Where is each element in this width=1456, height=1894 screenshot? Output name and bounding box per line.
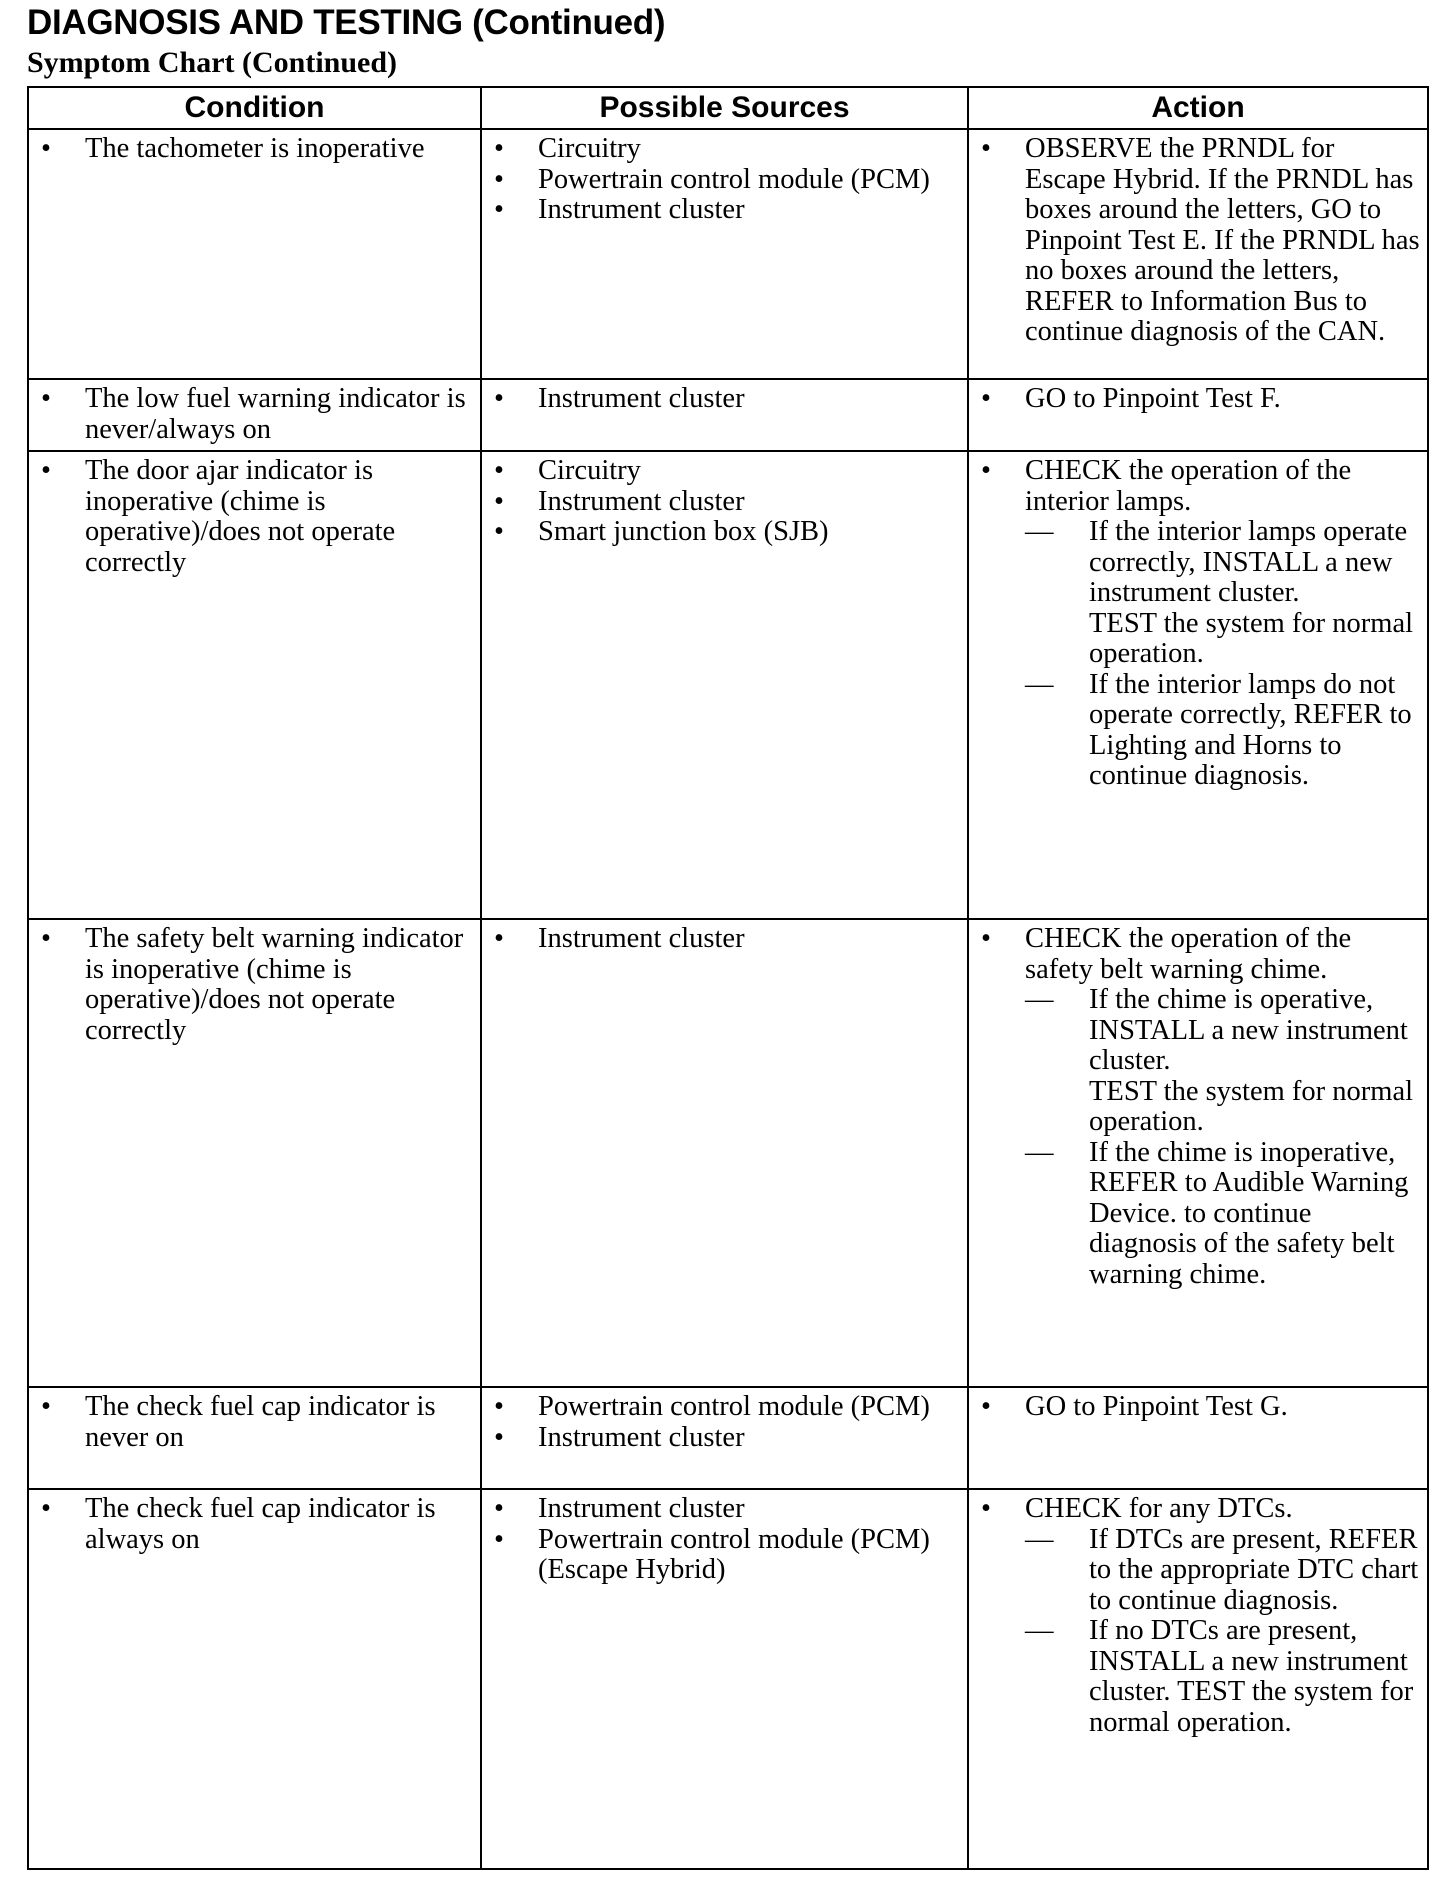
bullet-marker: • [494, 1421, 504, 1453]
page-subtitle: Symptom Chart (Continued) [27, 46, 398, 79]
source-item-text: Powertrain control module (PCM) (Escape Hybrid) [538, 1523, 930, 1585]
source-item [482, 1494, 961, 1525]
action-item-text: CHECK the operation of the interior lamps. [1025, 455, 1352, 517]
condition-list [29, 134, 474, 165]
table-row [28, 1387, 1428, 1489]
action-item [969, 924, 1421, 1290]
condition-cell [28, 129, 481, 379]
bullet-marker: • [41, 133, 51, 164]
dash-marker: — [1025, 516, 1054, 547]
bullet-marker: • [981, 383, 991, 414]
bullet-marker: • [981, 923, 991, 954]
bullet-marker: • [494, 455, 504, 486]
bullet-marker: • [494, 383, 504, 414]
condition-cell [28, 1489, 481, 1869]
condition-cell [28, 451, 481, 919]
sources-list [482, 1392, 961, 1453]
sources-list [482, 134, 961, 226]
table-row [28, 919, 1428, 1387]
condition-item-text: The door ajar indicator is inoperative (chime is operative)/does not operate correctly [85, 455, 396, 578]
action-list [969, 456, 1421, 792]
sources-list [482, 1494, 961, 1586]
condition-item-text: The check fuel cap indicator is never on [85, 1391, 436, 1453]
sources-cell [481, 919, 968, 1387]
table-header-row [28, 87, 1428, 129]
action-cell [968, 129, 1428, 379]
condition-list [29, 384, 474, 445]
action-subitem-text: If the interior lamps do not operate correctly, REFER to Lighting and Horns to continue diagnosis. [1089, 668, 1412, 791]
action-subitem-extra: TEST the system for normal operation. [1089, 607, 1414, 669]
bullet-marker: • [494, 516, 504, 547]
bullet-marker: • [41, 383, 51, 414]
sources-cell [481, 1489, 968, 1869]
symptom-chart-table [27, 86, 1429, 1870]
source-item [482, 1525, 961, 1586]
source-item [482, 384, 961, 415]
source-item-text: Powertrain control module (PCM) [538, 1391, 930, 1422]
condition-list [29, 1392, 474, 1453]
sources-cell [481, 451, 968, 919]
condition-item [29, 1392, 474, 1453]
bullet-marker: • [981, 1391, 991, 1422]
action-sublist [1025, 517, 1421, 792]
source-item-text: Instrument cluster [538, 194, 745, 225]
source-item-text: Circuitry [538, 133, 641, 164]
action-item [969, 134, 1421, 348]
dash-marker: — [1025, 984, 1054, 1015]
action-list [969, 1392, 1421, 1423]
table-row [28, 379, 1428, 451]
bullet-marker: • [494, 194, 504, 225]
source-item [482, 195, 961, 226]
bullet-marker: • [494, 1523, 504, 1555]
dash-marker: — [1025, 668, 1054, 700]
condition-list [29, 1494, 474, 1555]
action-subitem-text: If the interior lamps operate correctly, INSTALL a new instrument cluster. [1089, 516, 1408, 608]
condition-item-text: The check fuel cap indicator is always on [85, 1493, 436, 1555]
sources-list [482, 924, 961, 955]
action-sublist [1025, 1525, 1421, 1739]
source-item-text: Instrument cluster [538, 923, 745, 954]
bullet-marker: • [981, 133, 991, 164]
sources-list [482, 456, 961, 548]
action-item-text: GO to Pinpoint Test F. [1025, 383, 1281, 414]
bullet-marker: • [494, 1391, 504, 1422]
action-subitem [1025, 1525, 1421, 1617]
column-header-condition: Condition [28, 87, 481, 129]
action-list [969, 924, 1421, 1290]
condition-list [29, 456, 474, 578]
column-header-action: Action [968, 87, 1428, 129]
bullet-marker: • [494, 485, 504, 517]
action-list [969, 384, 1421, 415]
action-item [969, 1494, 1421, 1738]
source-item [482, 165, 961, 196]
bullet-marker: • [41, 923, 51, 954]
dash-marker: — [1025, 1136, 1054, 1168]
action-list [969, 134, 1421, 348]
action-subitem-text: If the chime is inoperative, REFER to Audible Warning Device. to continue diagnosis of the safety belt warning chime. [1089, 1136, 1409, 1290]
action-item-text: CHECK the operation of the safety belt warning chime. [1025, 923, 1352, 985]
sources-cell [481, 1387, 968, 1489]
action-item-text: OBSERVE the PRNDL for Escape Hybrid. If the PRNDL has boxes around the letters, GO to Pinpoint Test E. If the PRNDL has no boxes around the letters, REFER to Information Bus to continue diagnosis of the CAN. [1025, 133, 1420, 347]
action-cell [968, 379, 1428, 451]
bullet-marker: • [494, 1493, 504, 1524]
condition-item-text: The safety belt warning indicator is inoperative (chime is operative)/does not operate correctly [85, 923, 464, 1046]
source-item-text: Instrument cluster [538, 1493, 745, 1524]
source-item-text: Instrument cluster [538, 383, 745, 414]
sources-cell [481, 129, 968, 379]
action-subitem-extra: TEST the system for normal operation. [1089, 1075, 1414, 1137]
action-cell [968, 1489, 1428, 1869]
source-item [482, 456, 961, 487]
table-row [28, 1489, 1428, 1869]
action-subitem-text: If the chime is operative, INSTALL a new instrument cluster. [1089, 984, 1408, 1076]
sources-cell [481, 379, 968, 451]
source-item-text: Instrument cluster [538, 1421, 745, 1453]
condition-item [29, 384, 474, 445]
bullet-marker: • [981, 455, 991, 486]
action-subitem [1025, 517, 1421, 670]
source-item-text: Instrument cluster [538, 485, 745, 517]
action-list [969, 1494, 1421, 1738]
bullet-marker: • [494, 133, 504, 164]
source-item [482, 1423, 961, 1454]
sources-list [482, 384, 961, 415]
source-item [482, 924, 961, 955]
bullet-marker: • [494, 923, 504, 954]
source-item-text: Powertrain control module (PCM) [538, 163, 930, 195]
action-cell [968, 1387, 1428, 1489]
action-subitem-text: If no DTCs are present, INSTALL a new instrument cluster. TEST the system for normal operation. [1089, 1615, 1414, 1738]
action-cell [968, 451, 1428, 919]
action-subitem-text: If DTCs are present, REFER to the appropriate DTC chart to continue diagnosis. [1089, 1523, 1419, 1616]
source-item [482, 517, 961, 548]
action-item [969, 384, 1421, 415]
action-subitem [1025, 1616, 1421, 1738]
source-item [482, 487, 961, 518]
action-item [969, 456, 1421, 792]
source-item [482, 1392, 961, 1423]
action-subitem [1025, 1138, 1421, 1291]
action-subitem [1025, 670, 1421, 792]
bullet-marker: • [41, 1391, 51, 1422]
column-header-possible-sources: Possible Sources [481, 87, 968, 129]
condition-item-text: The tachometer is inoperative [85, 133, 425, 164]
condition-item [29, 456, 474, 578]
action-subitem [1025, 985, 1421, 1138]
condition-item [29, 1494, 474, 1555]
condition-cell [28, 919, 481, 1387]
table-row [28, 451, 1428, 919]
action-item-text: GO to Pinpoint Test G. [1025, 1391, 1288, 1422]
table-body [28, 129, 1428, 1869]
source-item [482, 134, 961, 165]
source-item-text: Circuitry [538, 455, 641, 486]
condition-item-text: The low fuel warning indicator is never/always on [85, 383, 466, 445]
page-title: DIAGNOSIS AND TESTING (Continued) [27, 3, 666, 42]
condition-item [29, 924, 474, 1046]
bullet-marker: • [41, 455, 51, 486]
source-item-text: Smart junction box (SJB) [538, 516, 829, 547]
dash-marker: — [1025, 1523, 1054, 1555]
condition-cell [28, 1387, 481, 1489]
dash-marker: — [1025, 1615, 1054, 1646]
condition-cell [28, 379, 481, 451]
table-row [28, 129, 1428, 379]
action-item [969, 1392, 1421, 1423]
condition-list [29, 924, 474, 1046]
condition-item [29, 134, 474, 165]
action-item-text: CHECK for any DTCs. [1025, 1493, 1293, 1524]
bullet-marker: • [494, 163, 504, 195]
bullet-marker: • [981, 1493, 991, 1524]
action-sublist [1025, 985, 1421, 1290]
bullet-marker: • [41, 1493, 51, 1524]
action-cell [968, 919, 1428, 1387]
